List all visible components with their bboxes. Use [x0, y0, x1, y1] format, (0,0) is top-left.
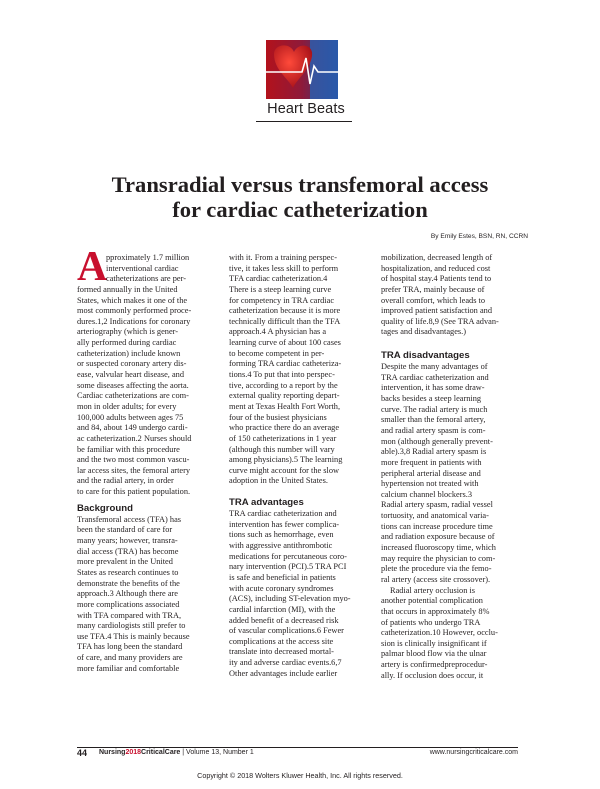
text-line: tive, it takes less skill to perform — [229, 263, 339, 273]
text-line: technically difficult than the TFA — [229, 316, 341, 326]
text-line: pproximately 1.7 million — [106, 253, 190, 262]
text-line: learning curve of about 100 cases — [229, 338, 341, 348]
text-line: cardial infarction (MI), with the — [229, 604, 336, 614]
title-line-2: for cardiac catheterization — [172, 197, 428, 222]
text-line: TRA cardiac catheterization and — [381, 372, 489, 382]
text-line: of care, and many providers are — [77, 653, 183, 663]
text-line: hypertension not treated with — [381, 479, 479, 489]
text-line: increased fluoroscopy time, which — [381, 543, 496, 553]
text-line: plete the procedure via the femo- — [381, 564, 492, 574]
text-line: able).3,8 Radial artery spasm is — [381, 447, 487, 457]
text-line: intervention has fewer complica- — [229, 519, 340, 529]
text-line: peripheral arterial disease and — [381, 468, 481, 478]
text-line: formed annually in the United — [77, 284, 178, 294]
text-line: overall comfort, which leads to — [381, 295, 486, 305]
section-heading-background: Background — [77, 502, 133, 514]
text-line: ally performed during cardiac — [77, 338, 177, 348]
section-label: Heart Beats — [267, 101, 345, 117]
text-line: most commonly performed proce- — [77, 306, 192, 316]
text-line: catheterization.10 However, occlu- — [381, 628, 498, 638]
text-line: of hospital stay.4 Patients tend to — [381, 274, 492, 284]
journal-year: 2018 — [125, 749, 142, 756]
title-line-1: Transradial versus transfemoral access — [111, 172, 489, 197]
text-line: more frequent in patients with — [381, 457, 482, 467]
text-line: tages and disadvantages.) — [381, 327, 467, 337]
text-line: more prevalent in the United — [77, 557, 173, 567]
text-line: and 84, about 149 undergo cardi- — [77, 423, 188, 433]
text-line: is safe and beneficial in patients — [229, 572, 336, 582]
text-line: nary intervention (PCI).5 TRA PCI — [229, 562, 347, 572]
text-line: Radial artery spasm, radial vessel — [381, 500, 493, 510]
text-line: sion is clinically insignificant if — [381, 638, 487, 648]
text-line: mon in older adults; for every — [77, 401, 177, 411]
journal-name — [99, 749, 254, 756]
text-line: been the standard of care for — [77, 525, 173, 535]
text-line: of 150 catheterizations in 1 year — [229, 433, 337, 443]
text-line: palmar blood flow via the ulnar — [381, 649, 487, 659]
text-line: approach.3 Although there are — [77, 589, 179, 599]
text-line: another potential complication — [381, 596, 483, 606]
text-line: many cardiologists still prefer to — [77, 621, 186, 631]
drop-cap: A — [77, 244, 108, 290]
text-line: Radial artery occlusion is — [390, 585, 476, 595]
text-line: complications at the access site — [229, 636, 334, 646]
text-line: and the radial artery, in order — [77, 476, 174, 486]
text-line: four of the busiest physicians — [229, 412, 327, 422]
text-line: There is a steep learning curve — [229, 284, 332, 294]
text-line: that occurs in approximately 8% — [381, 606, 490, 616]
text-line: States, which makes it one of the — [77, 295, 188, 305]
text-line: translate into decreased mortal- — [229, 647, 334, 657]
text-line: backs besides a steep learning — [381, 394, 482, 404]
text-line: and radial artery spasm is com- — [381, 425, 486, 435]
copyright-notice: Copyright © 2018 Wolters Kluwer Health, Inc. All rights reserved. — [197, 771, 403, 780]
text-line: for competency in TRA cardiac — [229, 295, 335, 305]
section-heading-tra-advantages: TRA advantages — [229, 497, 304, 509]
journal-suffix: CriticalCare — [141, 749, 181, 756]
text-line: mon (although generally prevent- — [381, 436, 493, 446]
text-line: adoption in the United States. — [229, 476, 328, 486]
text-line: tions such as hemorrhage, even — [229, 530, 334, 540]
text-line: of vascular complications.6 Fewer — [229, 626, 344, 636]
header-divider — [256, 121, 352, 122]
text-line: be familiar with this procedure — [77, 444, 180, 454]
text-line: artery is confirmedpreprocedur- — [381, 660, 488, 670]
text-line: with acute coronary syndromes — [229, 583, 334, 593]
text-line: States as research continues to — [77, 567, 179, 577]
text-line: catheterization) include known — [77, 348, 181, 358]
text-line: demonstrate the benefits of the — [77, 578, 180, 588]
text-line: prefer TRA, mainly because of — [381, 284, 485, 294]
page-number: 44 — [77, 748, 88, 758]
column-2 — [229, 253, 367, 679]
text-line: dial access (TRA) has become — [77, 546, 179, 556]
text-line: with it. From a training perspec- — [229, 253, 337, 262]
text-line: catheterization because it is more — [229, 306, 341, 316]
text-line: tive, according to a report by the — [229, 380, 338, 390]
text-line: and radiation exposure because of — [381, 532, 495, 542]
text-line: with TFA compared with TRA, — [77, 610, 182, 620]
text-line: mobilization, decreased length of — [381, 253, 493, 262]
text-line: tions.4 To put that into perspec- — [229, 370, 335, 380]
text-line: more complications associated — [77, 599, 180, 609]
text-line: external quality reporting depart- — [229, 391, 340, 401]
text-line: many years; however, transra- — [77, 536, 178, 546]
text-line: improved patient satisfaction and — [381, 306, 492, 316]
footer-divider — [77, 747, 518, 748]
text-line: TFA cardiac catheterization.4 — [229, 274, 328, 284]
journal-url[interactable]: www.nursingcriticalcare.com — [429, 749, 518, 756]
text-line: of patients who undergo TRA — [381, 617, 481, 627]
page-footer — [77, 749, 518, 761]
text-line: ity and adverse cardiac events.6,7 — [229, 658, 342, 668]
text-line: 100,000 adults between ages 75 — [77, 412, 184, 422]
journal-prefix: Nursing — [99, 749, 126, 756]
text-line: TRA cardiac catheterization and — [229, 509, 337, 519]
column-1 — [77, 253, 214, 674]
text-line: curve might account for the slow — [229, 465, 340, 475]
text-line: Despite the many advantages of — [381, 362, 488, 372]
text-line: tortuosity, and anatomical varia- — [381, 511, 489, 521]
text-line: smaller than the femoral artery, — [381, 415, 486, 425]
text-line: among physicians).5 The learning — [229, 455, 343, 465]
text-line: medications for percutaneous coro- — [229, 551, 347, 561]
text-line: approach.4 A physician has a — [229, 327, 327, 337]
text-line: some diseases affecting the aorta. — [77, 380, 189, 390]
text-line: or suspected coronary artery dis- — [77, 359, 187, 369]
text-line: ral artery (access site crossover). — [381, 574, 491, 584]
text-line: hospitalization, and reduced cost — [381, 263, 491, 273]
text-line: interventional cardiac — [106, 263, 179, 273]
text-line: forming TRA cardiac catheteriza- — [229, 359, 342, 369]
text-line: to care for this patient population. — [77, 487, 191, 497]
text-line: dures.1,2 Indications for coronary — [77, 316, 191, 326]
text-line: Transfemoral access (TFA) has — [77, 514, 182, 524]
text-line: calcium channel blockers.3 — [381, 489, 473, 499]
text-line: curve. The radial artery is much — [381, 404, 488, 414]
text-line: with aggressive antithrombotic — [229, 541, 333, 551]
text-line: to become competent in per- — [229, 348, 325, 358]
text-line: catheterizations are per- — [106, 274, 186, 284]
text-line: quality of life.8,9 (See TRA advan- — [381, 316, 499, 326]
text-line: and the two most common vascu- — [77, 455, 190, 465]
column-3 — [381, 253, 517, 681]
text-line: TFA has long been the standard — [77, 642, 183, 652]
text-line: Cardiac catheterizations are com- — [77, 391, 189, 401]
text-line: ally. If occlusion does occur, it — [381, 670, 484, 680]
text-line: use TFA.4 This is mainly because — [77, 631, 190, 641]
text-line: intervention, it has some draw- — [381, 383, 485, 393]
text-line: added benefit of a decreased risk — [229, 615, 339, 625]
text-line: may require the physician to com- — [381, 553, 496, 563]
text-line: who practice there do an average — [229, 423, 340, 433]
text-line: (ACS), including ST-elevation myo- — [229, 594, 351, 604]
text-line: ment at Texas Health Fort Worth, — [229, 401, 341, 411]
text-line: arteriography (which is gener- — [77, 327, 179, 337]
byline: By Emily Estes, BSN, RN, CCRN — [430, 233, 528, 240]
text-line: ac catheterization.2 Nurses should — [77, 433, 192, 443]
article-title — [50, 172, 550, 222]
text-line: Other advantages include earlier — [229, 668, 338, 678]
section-heading-tra-disadvantages: TRA disadvantages — [381, 350, 470, 362]
text-line: lar access sites, the femoral artery — [77, 465, 191, 475]
text-line: ease, valvular heart disease, and — [77, 370, 185, 380]
journal-volume: | Volume 13, Number 1 — [182, 749, 254, 756]
text-line: more familiar and comfortable — [77, 663, 180, 673]
text-line: (although this number will vary — [229, 444, 335, 454]
heart-ecg-logo-icon — [266, 40, 338, 99]
text-line: tions can increase procedure time — [381, 521, 493, 531]
